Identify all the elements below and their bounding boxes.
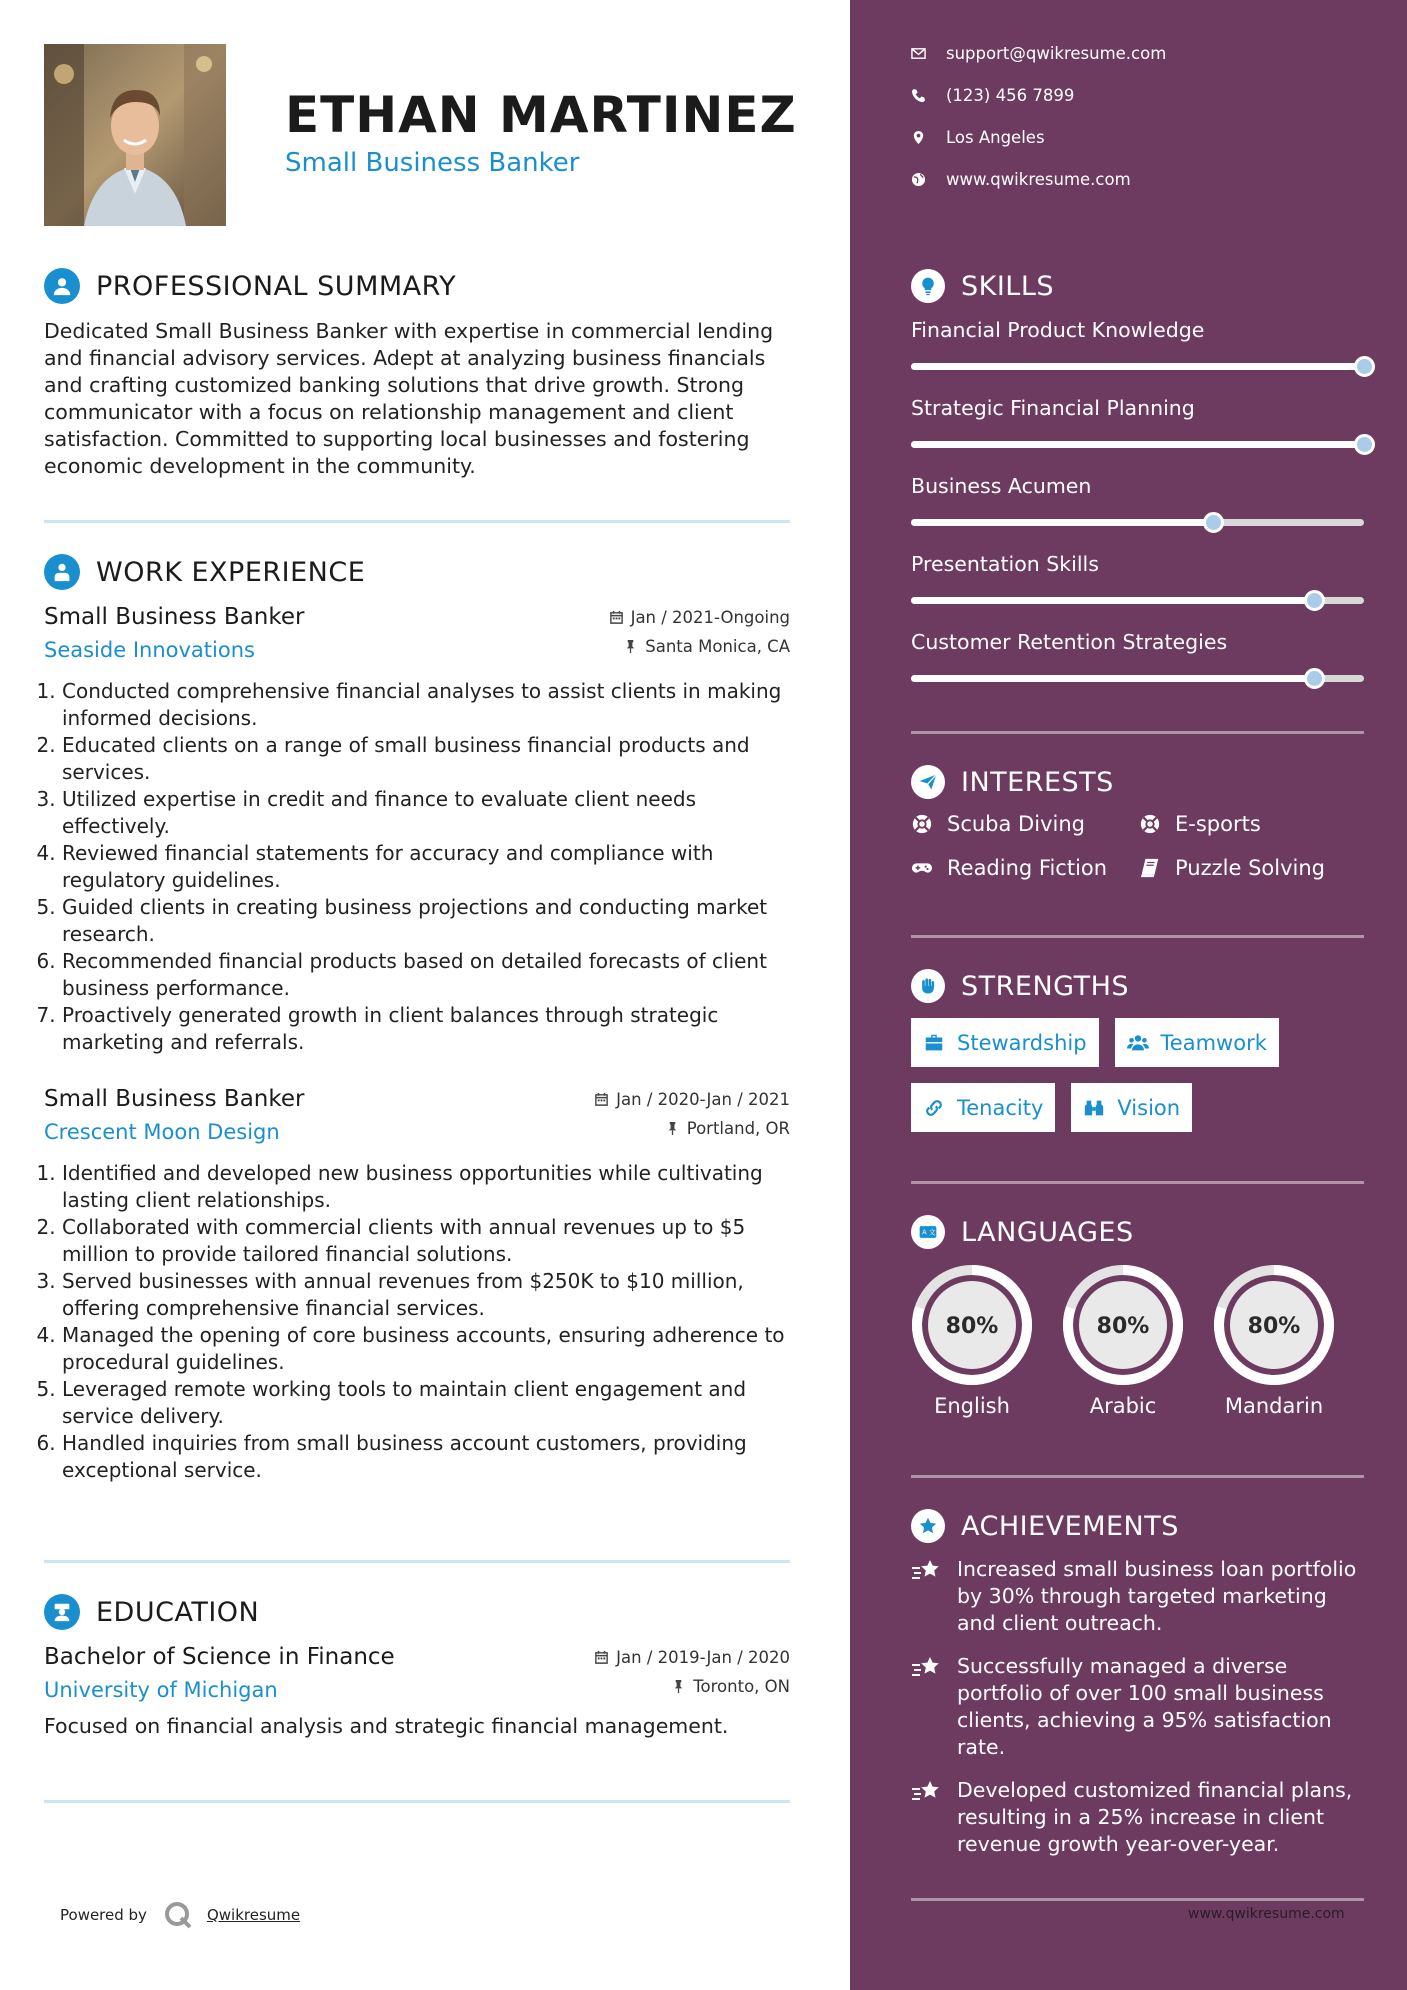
book-icon (1139, 857, 1161, 879)
languages-heading (911, 1212, 1364, 1252)
paper-plane-icon (911, 765, 945, 799)
contact-location-text: Los Angeles (946, 128, 1045, 147)
strength-label: Vision (1117, 1095, 1181, 1120)
skills-heading (911, 266, 1364, 306)
skills-section (911, 266, 1364, 682)
interests-list (911, 812, 1364, 880)
achievement-item (911, 1556, 1364, 1637)
achievement-text: Increased small business loan portfolio by 30% through targeted marketing and client outreach. (957, 1557, 1357, 1635)
language-item (1213, 1264, 1335, 1418)
skill-knob (1304, 590, 1325, 611)
skill-bar (911, 441, 1364, 448)
education-location-text: Toronto, ON (693, 1676, 790, 1696)
list-item: 6. Recommended financial products based on detailed forecasts of client business performance. (62, 948, 790, 1002)
candidate-role: Small Business Banker (285, 148, 580, 178)
language-item (1062, 1264, 1184, 1418)
link-icon (923, 1097, 945, 1119)
gamepad-icon (911, 857, 933, 879)
section-divider (44, 520, 790, 523)
briefcase-user-icon (44, 554, 80, 590)
strength-label: Teamwork (1160, 1030, 1267, 1055)
skill-label: Strategic Financial Planning (911, 396, 1195, 420)
skill-item (911, 318, 1364, 370)
achievements-heading (911, 1506, 1364, 1546)
lifebuoy-icon (1139, 813, 1161, 835)
job-location (665, 1119, 790, 1138)
language-item (911, 1264, 1033, 1418)
achievement-text: Developed customized financial plans, resulting in a 25% increase in client revenue growth year-over-year. (957, 1778, 1353, 1856)
languages-title: LANGUAGES (961, 1216, 1134, 1248)
contact-email[interactable] (911, 44, 1166, 63)
interest-item (911, 856, 1139, 880)
strength-label: Stewardship (957, 1030, 1087, 1055)
list-item: 2. Collaborated with commercial clients with annual revenues up to $5 million to provide tailored financial solutions. (62, 1214, 790, 1268)
svg-text:A: A (922, 1228, 927, 1237)
job-title: Small Business Banker (44, 1086, 305, 1112)
skill-knob (1354, 356, 1375, 377)
job-date-text: Jan / 2021-Ongoing (630, 607, 790, 627)
list-item: 4. Managed the opening of core business accounts, ensuring adherence to procedural guidelines. (62, 1322, 790, 1376)
skill-label: Financial Product Knowledge (911, 318, 1205, 342)
contact-phone[interactable] (911, 86, 1074, 105)
footer-website[interactable]: www.qwikresume.com (1188, 1906, 1345, 1922)
language-label: English (934, 1394, 1010, 1418)
map-marker-icon (911, 130, 926, 145)
list-item: 4. Reviewed financial statements for accuracy and compliance with regulatory guidelines. (62, 840, 790, 894)
profile-photo (44, 44, 226, 226)
powered-by-label: Powered by (60, 1906, 147, 1924)
skill-item (911, 396, 1364, 448)
job-bullets (44, 1160, 790, 1484)
shooting-star-icon (911, 1779, 941, 1807)
skill-bar (911, 597, 1364, 604)
star-badge-icon (911, 1509, 945, 1543)
interests-section (911, 762, 1364, 880)
profile-photo-image (44, 44, 226, 226)
education-location (671, 1677, 790, 1696)
job-entry (44, 604, 790, 1056)
experience-title: WORK EXPERIENCE (96, 556, 366, 588)
list-item: 2. Educated clients on a range of small business financial products and services. (62, 732, 790, 786)
sidebar-divider (911, 1898, 1364, 1901)
language-label: Mandarin (1224, 1394, 1324, 1418)
language-ring (1213, 1264, 1335, 1386)
list-item: 1. Identified and developed new business opportunities while cultivating lasting client relationships. (62, 1160, 790, 1214)
interest-label: Puzzle Solving (1175, 856, 1325, 880)
education-title: EDUCATION (96, 1596, 260, 1628)
sidebar-divider (911, 1475, 1364, 1478)
interest-item (1139, 856, 1359, 880)
skill-fill (911, 519, 1213, 526)
skill-knob (1354, 434, 1375, 455)
job-company: Crescent Moon Design (44, 1120, 280, 1144)
skill-item (911, 552, 1364, 604)
strengths-heading (911, 966, 1364, 1006)
contact-email-text: support@qwikresume.com (946, 44, 1167, 63)
experience-heading (44, 552, 790, 592)
contact-website[interactable] (911, 170, 1131, 189)
skill-label: Presentation Skills (911, 552, 1099, 576)
skill-fill (911, 675, 1314, 682)
list-item: 5. Guided clients in creating business projections and conducting market research. (62, 894, 790, 948)
job-location (623, 637, 790, 656)
degree-title: Bachelor of Science in Finance (44, 1644, 395, 1670)
users-icon (1127, 1032, 1149, 1054)
job-title: Small Business Banker (44, 604, 305, 630)
language-percent: 80% (945, 1314, 999, 1339)
interest-label: Scuba Diving (947, 812, 1085, 836)
list-item: 3. Utilized expertise in credit and finance to evaluate client needs effectively. (62, 786, 790, 840)
shooting-star-icon (911, 1655, 941, 1683)
achievement-text: Successfully managed a diverse portfolio of over 100 small business clients, achieving a 95% satisfaction rate. (957, 1654, 1332, 1759)
language-ring (911, 1264, 1033, 1386)
interest-label: E-sports (1175, 812, 1261, 836)
skill-bar (911, 519, 1364, 526)
summary-title: PROFESSIONAL SUMMARY (96, 270, 457, 302)
user-icon (44, 268, 80, 304)
achievement-item (911, 1653, 1364, 1761)
powered-by-footer (60, 1900, 300, 1930)
translate-icon (911, 1215, 945, 1249)
languages-list (911, 1264, 1364, 1418)
sidebar-divider (911, 1181, 1364, 1184)
qwikresume-link[interactable]: Qwikresume (206, 1906, 301, 1924)
pin-icon (665, 1121, 680, 1136)
fist-icon (911, 969, 945, 1003)
job-company: Seaside Innovations (44, 638, 255, 662)
summary-text: Dedicated Small Business Banker with expertise in commercial lending and financial advisory services. Adept at analyzing business financials and crafting customized banking solutions that drive growth. Strong communicator with a focus on relationship management and client satisfaction. Committed to supporting local businesses and fostering economic development in the community. (44, 319, 774, 478)
list-item: 1. Conducted comprehensive financial analyses to assist clients in making informed decisions. (62, 678, 790, 732)
candidate-name: ETHAN MARTINEZ (285, 86, 797, 144)
languages-section (911, 1212, 1364, 1418)
education-date (594, 1648, 790, 1667)
skills-title: SKILLS (961, 270, 1055, 302)
list-item: 3. Served businesses with annual revenues from $250K to $10 million, offering comprehensive financial services. (62, 1268, 790, 1322)
education-date-text: Jan / 2019-Jan / 2020 (616, 1647, 790, 1667)
contact-website-text: www.qwikresume.com (946, 170, 1131, 189)
job-entry (44, 1086, 790, 1484)
achievements-section (911, 1506, 1364, 1858)
calendar-icon (594, 1092, 609, 1107)
school-name: University of Michigan (44, 1678, 278, 1702)
strength-badge (1071, 1083, 1192, 1132)
job-date (609, 608, 790, 627)
achievements-list (911, 1556, 1364, 1858)
section-divider (44, 1800, 790, 1803)
strength-badge (911, 1083, 1055, 1132)
education-section (44, 1592, 790, 1738)
pin-icon (671, 1679, 686, 1694)
skill-knob (1304, 668, 1325, 689)
education-description: Focused on financial analysis and strategic financial management. (44, 1714, 729, 1738)
skill-label: Customer Retention Strategies (911, 630, 1228, 654)
strength-label: Tenacity (957, 1095, 1044, 1120)
pin-icon (623, 639, 638, 654)
list-item: 6. Handled inquiries from small business account customers, providing exceptional service. (62, 1430, 790, 1484)
calendar-icon (594, 1650, 609, 1665)
lightbulb-icon (911, 269, 945, 303)
globe-icon (911, 172, 926, 187)
list-item: 7. Proactively generated growth in client balances through strategic marketing and referrals. (62, 1002, 790, 1056)
briefcase-icon (923, 1032, 945, 1054)
interest-label: Reading Fiction (947, 856, 1108, 880)
summary-section (44, 266, 790, 480)
language-percent: 80% (1096, 1314, 1150, 1339)
job-date-text: Jan / 2020-Jan / 2021 (616, 1089, 790, 1109)
achievements-title: ACHIEVEMENTS (961, 1510, 1179, 1542)
skills-list (911, 318, 1364, 682)
phone-icon (911, 88, 926, 103)
achievement-item (911, 1777, 1364, 1858)
skill-label: Business Acumen (911, 474, 1092, 498)
skill-item (911, 630, 1364, 682)
lifebuoy-icon (911, 813, 933, 835)
skill-item (911, 474, 1364, 526)
strength-badge (1115, 1018, 1279, 1067)
strength-badge (911, 1018, 1099, 1067)
job-bullets (44, 678, 790, 1056)
strengths-title: STRENGTHS (961, 970, 1130, 1002)
skill-bar (911, 675, 1364, 682)
strengths-list (911, 1018, 1364, 1132)
job-location-text: Santa Monica, CA (645, 636, 790, 656)
shooting-star-icon (911, 1558, 941, 1586)
contact-location (911, 128, 1045, 147)
interests-heading (911, 762, 1364, 802)
section-divider (44, 1560, 790, 1563)
job-date (594, 1090, 790, 1109)
calendar-icon (609, 610, 624, 625)
graduate-icon (44, 1594, 80, 1630)
language-ring (1062, 1264, 1184, 1386)
strengths-section (911, 966, 1364, 1132)
summary-heading (44, 266, 790, 306)
binoculars-icon (1083, 1097, 1105, 1119)
job-location-text: Portland, OR (686, 1118, 790, 1138)
skill-fill (911, 597, 1314, 604)
contact-phone-text: (123) 456 7899 (946, 86, 1075, 105)
interest-item (911, 812, 1139, 836)
interest-item (1139, 812, 1359, 836)
skill-fill (911, 363, 1364, 370)
sidebar-divider (911, 731, 1364, 734)
sidebar-divider (911, 935, 1364, 938)
language-label: Arabic (1089, 1394, 1157, 1418)
skill-fill (911, 441, 1364, 448)
education-heading (44, 1592, 790, 1632)
experience-section (44, 552, 790, 1484)
skill-knob (1203, 512, 1224, 533)
skill-bar (911, 363, 1364, 370)
envelope-icon (911, 46, 926, 61)
interests-title: INTERESTS (961, 766, 1114, 798)
svg-text:文: 文 (928, 1228, 936, 1237)
qwikresume-logo-icon (163, 1900, 193, 1930)
language-percent: 80% (1247, 1314, 1301, 1339)
list-item: 5. Leveraged remote working tools to maintain client engagement and service delivery. (62, 1376, 790, 1430)
education-entry (44, 1644, 790, 1738)
